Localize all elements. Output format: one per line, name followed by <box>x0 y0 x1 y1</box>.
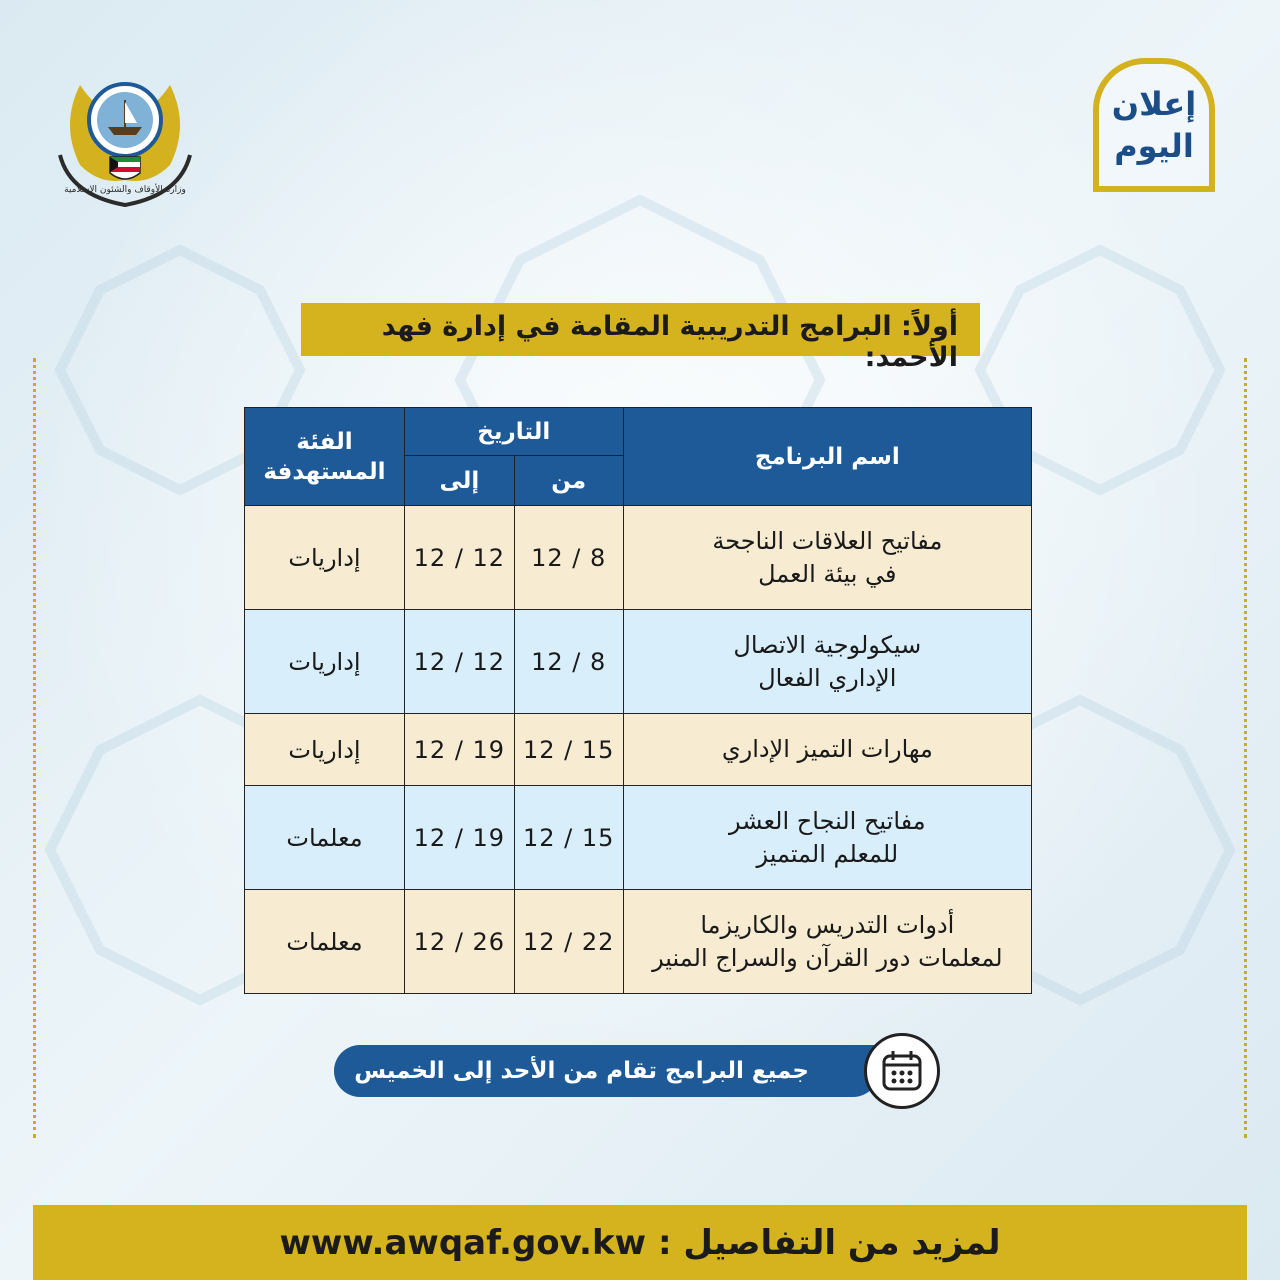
header-target-group <box>245 408 405 506</box>
table-row <box>245 890 1032 994</box>
date-from-cell: 12 / 15 <box>514 786 623 890</box>
section-title: أولاً: البرامج التدريبية المقامة في إدارة فهد الأحمد: <box>301 303 980 356</box>
date-from-cell: 12 / 22 <box>514 890 623 994</box>
program-name-cell <box>623 890 1031 994</box>
program-name-line1: مفاتيح العلاقات الناجحة <box>712 526 943 555</box>
date-from-cell: 12 / 8 <box>514 610 623 714</box>
program-name-line1: مفاتيح النجاح العشر <box>728 806 926 835</box>
today-announcement-badge <box>1093 58 1215 192</box>
calendar-icon <box>864 1033 940 1109</box>
header-target-line2: المستهدفة <box>263 458 386 485</box>
program-name-line1: أدوات التدريس والكاريزما <box>700 910 955 939</box>
header-target-line1: الفئة <box>296 428 353 455</box>
program-name-line2: الإداري الفعال <box>758 663 897 692</box>
header-to: إلى <box>404 456 514 506</box>
ministry-name: وزارة الأوقاف والشئون الإسلامية <box>64 185 186 195</box>
program-name-cell <box>623 610 1031 714</box>
header-date: التاريخ <box>404 408 623 456</box>
footer-label: لمزيد من التفاصيل : <box>657 1222 1001 1263</box>
date-to-cell: 12 / 26 <box>404 890 514 994</box>
program-name-line2: للمعلم المتميز <box>756 839 899 868</box>
schedule-note-text: جميع البرامج تقام من الأحد إلى الخميس <box>354 1058 809 1084</box>
date-to-cell: 12 / 12 <box>404 610 514 714</box>
header-from: من <box>514 456 623 506</box>
program-name-line1: سيكولوجية الاتصال <box>733 630 922 659</box>
target-cell: معلمات <box>245 786 405 890</box>
right-dotted-divider <box>1244 358 1247 1138</box>
schedule-note <box>334 1045 879 1097</box>
table-row <box>245 786 1032 890</box>
program-name-line2: لمعلمات دور القرآن والسراج المنير <box>652 943 1003 972</box>
table-row <box>245 610 1032 714</box>
table-row <box>245 714 1032 786</box>
date-to-cell: 12 / 19 <box>404 714 514 786</box>
date-from-cell: 12 / 8 <box>514 506 623 610</box>
badge-line2: اليوم <box>1114 127 1194 165</box>
website-link[interactable]: www.awqaf.gov.kw <box>279 1222 646 1263</box>
date-from-cell: 12 / 15 <box>514 714 623 786</box>
target-cell: إداريات <box>245 610 405 714</box>
header-program-name: اسم البرنامج <box>623 408 1031 506</box>
date-to-cell: 12 / 12 <box>404 506 514 610</box>
program-name-cell <box>623 786 1031 890</box>
table-row <box>245 506 1032 610</box>
target-cell: إداريات <box>245 506 405 610</box>
target-cell: إداريات <box>245 714 405 786</box>
program-name-cell <box>623 714 1031 786</box>
programs-table <box>244 407 1032 994</box>
footer-bar <box>33 1205 1247 1280</box>
target-cell: معلمات <box>245 890 405 994</box>
date-to-cell: 12 / 19 <box>404 786 514 890</box>
program-name-line2: في بيئة العمل <box>758 559 897 588</box>
program-name-cell <box>623 506 1031 610</box>
badge-line1: إعلان <box>1111 85 1197 123</box>
left-dotted-divider <box>33 358 36 1138</box>
program-name-line1: مهارات التميز الإداري <box>721 735 933 763</box>
